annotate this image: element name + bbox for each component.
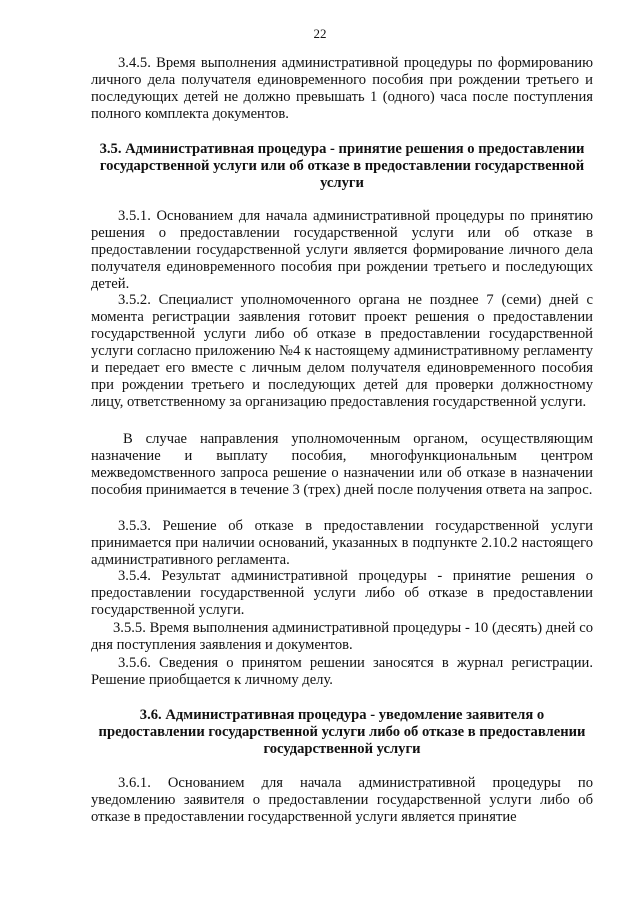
paragraph-3-5-5: 3.5.5. Время выполнения административной процедуры - 10 (десять) дней со дня поступления заявления и документов. [91, 620, 593, 653]
section-heading-3-6: 3.6. Административная процедура - уведомление заявителя о предоставлении государственной услуги либо об отказе в предоставлении государственной услуги [98, 707, 586, 757]
page-number: 22 [313, 26, 327, 41]
paragraph-3-5-2: 3.5.2. Специалист уполномоченного органа не позднее 7 (семи) дней с момента регистрации заявления готовит проект решения о предоставлении государственной услуги либо об отказе в предоставлении государственной услуги согласно приложению №4 к настоящему административному регламенту и передает его вместе с личным делом получателя единовременного пособия при рождении третьего и последующих детей для проверки должностному лицу, ответственному за организацию предоставления государственной услуги. [91, 292, 593, 410]
paragraph-3-5-4: 3.5.4. Результат административной процедуры - принятие решения о предоставлении государственной услуги либо об отказе в предоставлении государственной услуги. [91, 568, 593, 618]
paragraph-3-5-6: 3.5.6. Сведения о принятом решении заносятся в журнал регистрации. Решение приобщается к личному делу. [91, 655, 593, 688]
paragraph-3-4-5: 3.4.5. Время выполнения административной процедуры по формированию личного дела получателя единовременного пособия при рождении третьего и последующих детей не должно превышать 1 (одного) часа после поступления полного комплекта документов. [91, 55, 593, 122]
paragraph-3-5-3: 3.5.3. Решение об отказе в предоставлении государственной услуги принимается при наличии оснований, указанных в подпункте 2.10.2 настоящего административного регламента. [91, 518, 593, 568]
paragraph-3-6-1: 3.6.1. Основанием для начала административной процедуры по уведомлению заявителя о предоставлении государственной услуги либо об отказе в предоставлении государственной услуги является принятие [91, 775, 593, 825]
paragraph-3-5-1: 3.5.1. Основанием для начала административной процедуры по принятию решения о предоставлении государственной услуги или об отказе в предоставлении государственной услуги является формирование личного дела получателя единовременного пособия при рождении третьего и последующих детей. [91, 208, 593, 292]
paragraph-3-5-2-continuation: В случае направления уполномоченным органом, осуществляющим назначение и выплату пособия, многофункциональным центром межведомственного запроса решение о назначении или об отказе в назначении пособия принимается в течение 3 (трех) дней после получения ответа на запрос. [91, 431, 593, 498]
section-heading-3-5: 3.5. Административная процедура - принятие решения о предоставлении государственной услуги или об отказе в предоставлении государственной услуги [99, 141, 585, 191]
